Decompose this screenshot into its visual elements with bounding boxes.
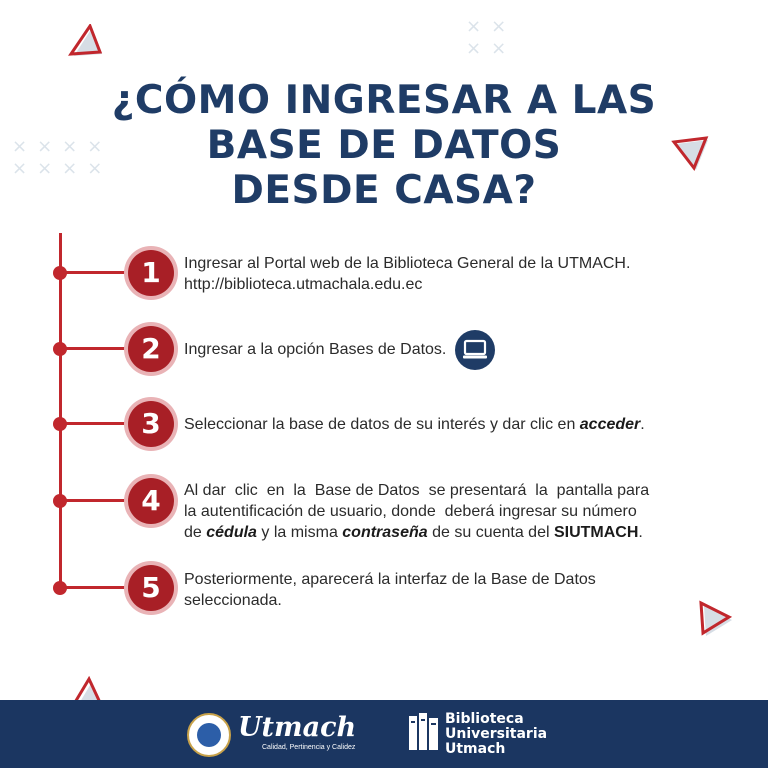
step-text: [184, 569, 724, 611]
step-3-text: Seleccionar la base de datos de su interés y dar clic en: [184, 416, 580, 433]
step-4-line-3: [184, 522, 724, 543]
text-fragment: de: [184, 524, 207, 541]
bold-siutmach: SIUTMACH: [553, 524, 639, 541]
step-4-line-1: Al dar clic en la Base de Datos se presentará la pantalla para: [184, 482, 650, 499]
step-number-badge: 5: [128, 565, 174, 611]
x-pattern-left: ×××× ××××: [12, 136, 113, 179]
title-line-2: BASE DE DATOS: [206, 123, 562, 168]
utmach-tagline: Calidad, Pertinencia y Calidez: [262, 744, 356, 751]
step-text: [184, 253, 724, 295]
biblioteca-line-1: Biblioteca: [445, 711, 524, 727]
computer-monitor-icon: [455, 330, 495, 370]
step-4-line-2: la autentificación de usuario, donde deberá ingresar su número: [184, 503, 637, 520]
bold-contrasena: contraseña: [342, 524, 428, 541]
step-number-badge: 4: [128, 478, 174, 524]
step-5-line-2: seleccionada.: [184, 592, 282, 609]
text-fragment: de su cuenta del: [427, 524, 554, 541]
step-number-badge: 2: [128, 326, 174, 372]
text-fragment: .: [638, 524, 643, 541]
biblioteca-logo-text: [445, 712, 547, 757]
timeline-connector: [60, 271, 134, 274]
step-1-line-1: Ingresar al Portal web de la Biblioteca General de la UTMACH.: [184, 255, 631, 272]
title-line-3: DESDE CASA?: [231, 168, 537, 213]
step-3-bold: acceder: [579, 416, 641, 433]
footer-bar: [0, 700, 768, 768]
step-1-url[interactable]: http://biblioteca.utmachala.edu.ec: [184, 276, 423, 293]
step-3-end: .: [640, 416, 645, 433]
text-fragment: y la misma: [256, 524, 343, 541]
books-icon: [408, 712, 440, 752]
x-pattern-top: ×× ××: [466, 16, 517, 59]
bold-cedula: cédula: [206, 524, 257, 541]
step-text: [184, 480, 724, 543]
title-line-1: ¿CÓMO INGRESAR A LAS: [111, 78, 657, 123]
biblioteca-line-2: Universitaria: [445, 726, 548, 742]
step-number-badge: 3: [128, 401, 174, 447]
timeline-connector: [60, 586, 134, 589]
triangle-decoration-top-left: [68, 24, 108, 60]
step-2-text: Ingresar a la opción Bases de Datos.: [184, 341, 447, 359]
timeline-line: [59, 233, 62, 590]
timeline-connector: [60, 422, 134, 425]
timeline-connector: [60, 347, 134, 350]
step-text: [184, 414, 724, 435]
page-title: [0, 78, 768, 213]
step-text: [184, 330, 724, 370]
utmach-logo: Utmach: [238, 712, 357, 743]
step-number-badge: 1: [128, 250, 174, 296]
timeline-connector: [60, 499, 134, 502]
university-seal-logo: [187, 713, 231, 757]
biblioteca-line-3: Utmach: [445, 741, 506, 757]
step-5-line-1: Posteriormente, aparecerá la interfaz de la Base de Datos: [184, 571, 596, 588]
